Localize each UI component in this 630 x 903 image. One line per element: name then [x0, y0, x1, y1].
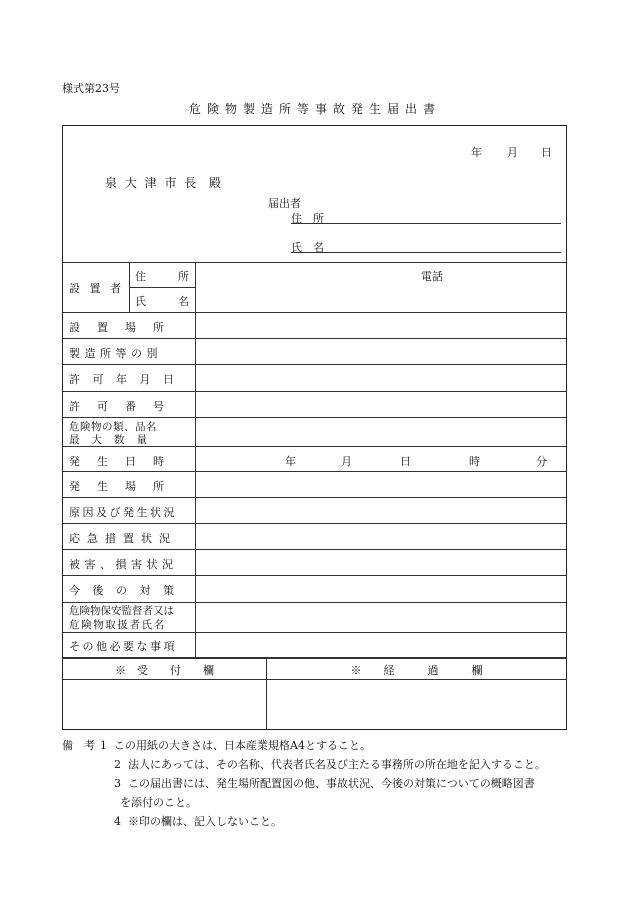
- reception-label: ※ 受 付 欄: [115, 664, 214, 677]
- permit-date-label: 許可年月日: [69, 373, 187, 386]
- damage-situation-field[interactable]: [196, 550, 566, 575]
- progress-label: ※ 経 過 欄: [350, 664, 483, 677]
- note-text: 法人にあっては、その名称、代表者氏名及び主たる事務所の所在地を記入すること。: [128, 758, 546, 771]
- occurrence-datetime-label: 発生日時: [69, 455, 181, 468]
- applicant-address-label: 住 所: [291, 212, 324, 225]
- other-matters-label: その他必要な事項: [69, 640, 177, 653]
- label-char: 名: [178, 295, 189, 308]
- occurrence-place-label: 発生場所: [69, 480, 181, 493]
- occurrence-datetime-field[interactable]: [196, 447, 566, 471]
- hazmat-label-line2: 最大数量: [69, 434, 159, 446]
- hazmat-field[interactable]: [196, 418, 566, 446]
- note-number: 3: [114, 777, 121, 790]
- cause-situation-label: 原因及び発生状況: [69, 506, 177, 519]
- supervisor-name-field[interactable]: [196, 603, 566, 632]
- supervisor-label-line2: 危険物取扱者氏名: [69, 619, 166, 631]
- form-number: 様式第23号: [62, 82, 120, 95]
- future-measures-field[interactable]: [196, 576, 566, 602]
- phone-label: 電話: [421, 270, 443, 283]
- installer-name-field[interactable]: [196, 288, 566, 312]
- reception-box[interactable]: [63, 680, 266, 729]
- applicant-address-field[interactable]: [291, 223, 561, 224]
- date-day-label: 日: [541, 146, 552, 159]
- occurrence-unit-minute: 分: [536, 455, 547, 468]
- note-text: この届出書には、発生場所配置図の他、事故状況、今後の対策についての概略図書: [128, 777, 535, 790]
- hazmat-label-line1: 危険物の類、品名: [69, 421, 157, 433]
- applicant-label: 届出者: [268, 197, 301, 210]
- label-char: 氏: [135, 295, 146, 308]
- notes-heading: 備 考: [62, 739, 95, 752]
- supervisor-label-line1: 危険物保安監督者又は: [69, 605, 174, 617]
- note-text: ※印の欄は、記入しないこと。: [128, 815, 282, 828]
- note-row: [62, 774, 546, 793]
- page-title: 危険物製造所等事故発生届出書: [188, 102, 441, 116]
- occurrence-unit-hour: 時: [469, 455, 480, 468]
- installer-label: [69, 280, 121, 296]
- accident-report-form: [62, 125, 567, 730]
- facility-type-label: 製造所等の別: [69, 347, 162, 360]
- note-text: この用紙の大きさは、日本産業規格A4とすること。: [114, 739, 371, 752]
- install-place-field[interactable]: [196, 313, 566, 338]
- applicant-name-label: 氏 名: [291, 241, 324, 254]
- facility-type-field[interactable]: [196, 339, 566, 364]
- note-number: 2: [114, 758, 121, 771]
- honorific: 殿: [209, 176, 222, 190]
- future-measures-label: 今後の対策: [69, 584, 187, 597]
- label-char: 設: [69, 282, 80, 295]
- applicant-name-field[interactable]: [291, 252, 561, 253]
- notes-section: [62, 736, 546, 831]
- emergency-measures-label: 応急措置状況: [69, 532, 177, 545]
- note-row: [62, 812, 546, 831]
- progress-box[interactable]: [267, 680, 566, 729]
- note-row: [62, 793, 546, 812]
- note-number: 4: [114, 815, 121, 828]
- occurrence-unit-year: 年: [285, 455, 296, 468]
- label-char: 置: [89, 282, 101, 295]
- label-char: 住: [135, 270, 146, 283]
- emergency-measures-field[interactable]: [196, 524, 566, 549]
- occurrence-place-field[interactable]: [196, 472, 566, 497]
- installer-name-label: [135, 293, 189, 309]
- installer-address-label: [135, 268, 189, 284]
- date-month-label: 月: [507, 146, 518, 159]
- install-place-label: 設置場所: [69, 321, 181, 334]
- label-char: 所: [178, 270, 189, 283]
- label-char: 者: [110, 282, 121, 295]
- permit-date-field[interactable]: [196, 365, 566, 391]
- note-text: を添付のこと。: [120, 796, 197, 809]
- addressee: 泉 大 津 市 長: [105, 176, 199, 190]
- damage-situation-label: 被害、損害状況: [69, 558, 178, 571]
- cause-situation-field[interactable]: [196, 498, 566, 523]
- note-number: 1: [100, 739, 107, 752]
- permit-number-label: 許可番号: [69, 400, 181, 413]
- note-row: [62, 736, 546, 755]
- date-year-label: 年: [471, 146, 482, 159]
- occurrence-unit-month: 月: [341, 455, 352, 468]
- installer-address-field[interactable]: [196, 263, 566, 287]
- other-matters-field[interactable]: [196, 633, 566, 657]
- permit-number-field[interactable]: [196, 392, 566, 417]
- occurrence-unit-day: 日: [400, 455, 411, 468]
- note-row: [62, 755, 546, 774]
